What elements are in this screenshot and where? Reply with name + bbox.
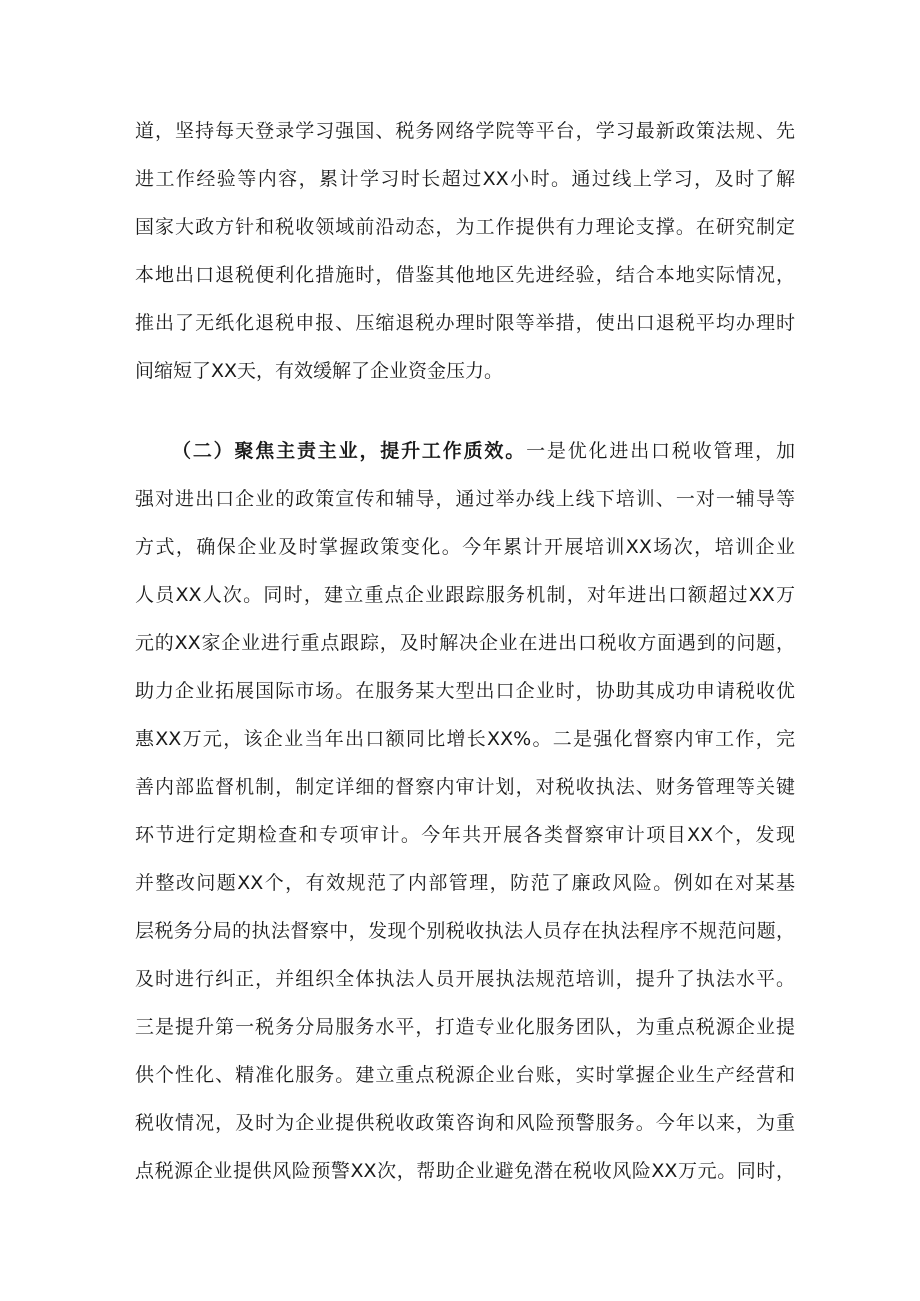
paragraph2-line: 点税源企业提供风险预警XX次，帮助企业避免潜在税收风险XX万元。同时， <box>135 1160 795 1182</box>
paragraph1-line: 本地出口退税便利化措施时，借鉴其他地区先进经验，结合本地实际情况， <box>135 264 795 286</box>
paragraph2-line: 人员XX人次。同时，建立重点企业跟踪服务机制，对年进出口额超过XX万 <box>135 584 795 606</box>
paragraph2-line: 强对进出口企业的政策宣传和辅导，通过举办线上线下培训、一对一辅导等 <box>135 488 795 510</box>
paragraph1-line: 道，坚持每天登录学习强国、税务网络学院等平台，学习最新政策法规、先 <box>135 120 795 142</box>
paragraph2-line: 方式，确保企业及时掌握政策变化。今年累计开展培训XX场次，培训企业 <box>135 536 795 558</box>
paragraph1-line: 间缩短了XX天，有效缓解了企业资金压力。 <box>135 360 504 382</box>
paragraph2-first-line <box>172 431 795 471</box>
paragraph1-line: 推出了无纸化退税申报、压缩退税办理时限等举措，使出口退税平均办理时 <box>135 312 795 334</box>
paragraph1-line: 国家大政方针和税收领域前沿动态，为工作提供有力理论支撑。在研究制定 <box>135 216 795 238</box>
paragraph2-line: 三是提升第一税务分局服务水平，打造专业化服务团队，为重点税源企业提 <box>135 1016 795 1038</box>
paragraph2-line: 环节进行定期检查和专项审计。今年共开展各类督察审计项目XX个，发现 <box>135 824 795 846</box>
paragraph2-line: 及时进行纠正，并组织全体执法人员开展执法规范培训，提升了执法水平。 <box>135 968 795 990</box>
paragraph2-line: 层税务分局的执法督察中，发现个别税收执法人员存在执法程序不规范问题， <box>135 920 795 942</box>
paragraph2-line: 元的XX家企业进行重点跟踪，及时解决企业在进出口税收方面遇到的问题， <box>135 632 795 654</box>
paragraph2-line: 并整改问题XX个，有效规范了内部管理，防范了廉政风险。例如在对某基 <box>135 872 795 894</box>
paragraph1-line: 进工作经验等内容，累计学习时长超过XX小时。通过线上学习，及时了解 <box>135 168 795 190</box>
paragraph2-line: 税收情况，及时为企业提供税收政策咨询和风险预警服务。今年以来，为重 <box>135 1112 795 1134</box>
paragraph2-line: 供个性化、精准化服务。建立重点税源企业台账，实时掌握企业生产经营和 <box>135 1064 795 1086</box>
paragraph2-first-line-text: 一是优化进出口税收管理，加 <box>526 440 795 462</box>
paragraph2-line: 助力企业拓展国际市场。在服务某大型出口企业时，协助其成功申请税收优 <box>135 680 795 702</box>
paragraph2-line: 善内部监督机制，制定详细的督察内审计划，对税收执法、财务管理等关键 <box>135 776 795 798</box>
paragraph2-line: 惠XX万元，该企业当年出口额同比增长XX%。二是强化督察内审工作，完 <box>135 728 795 750</box>
section-heading: （二）聚焦主责主业，提升工作质效。 <box>172 440 527 462</box>
